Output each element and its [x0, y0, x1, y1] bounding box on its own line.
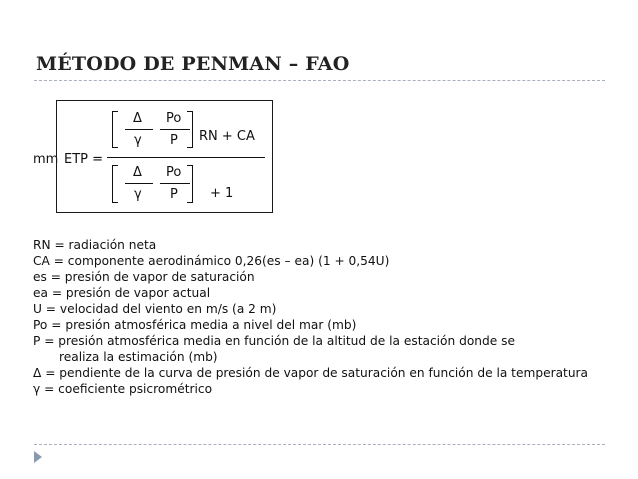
- definition-ea: ea = presión de vapor actual: [33, 286, 211, 300]
- numerator-delta: Δ: [133, 111, 142, 126]
- denominator-p: P: [170, 187, 178, 202]
- definition-p: P = presión atmosférica media en función de la altitud de la estación donde se: [33, 334, 515, 348]
- triangle-right-icon: [34, 451, 42, 463]
- denominator-right-bracket: [187, 165, 193, 203]
- denominator-po-p-bar: [160, 183, 190, 184]
- definition-po: Po = presión atmosférica media a nivel del mar (mb): [33, 318, 357, 332]
- definition-rn: RN = radiación neta: [33, 238, 157, 252]
- definitions-list: [33, 237, 588, 397]
- definition-ca: CA = componente aerodinámico 0,26(es – ea) (1 + 0,54U): [33, 254, 390, 268]
- numerator-left-bracket: [112, 111, 118, 148]
- denominator-gamma: γ: [134, 187, 142, 202]
- numerator-delta-gamma-bar: [125, 129, 153, 130]
- denominator-po: Po: [166, 165, 182, 180]
- numerator-rest: RN + CA: [199, 129, 255, 144]
- denominator-left-bracket: [112, 165, 118, 203]
- formula-unit: mm: [33, 152, 59, 167]
- definition-p-continued: realiza la estimación (mb): [59, 350, 218, 364]
- slide-title: MÉTODO DE PENMAN – FAO: [36, 53, 350, 75]
- definition-delta: Δ = pendiente de la curva de presión de vapor de saturación en función de la temperatura: [33, 366, 589, 380]
- numerator-po: Po: [166, 111, 182, 126]
- numerator-right-bracket: [187, 111, 193, 148]
- denominator-rest: + 1: [210, 186, 234, 201]
- main-fraction-bar: [107, 157, 265, 158]
- denominator-delta-gamma-bar: [125, 183, 153, 184]
- numerator-p: P: [170, 133, 178, 148]
- denominator-delta: Δ: [133, 165, 142, 180]
- definition-u: U = velocidad del viento en m/s (a 2 m): [33, 302, 277, 316]
- footer-divider: [34, 444, 605, 445]
- definition-es: es = presión de vapor de saturación: [33, 270, 255, 284]
- title-divider: [34, 80, 605, 81]
- definition-gamma: γ = coeficiente psicrométrico: [33, 382, 213, 396]
- formula-lhs: ETP =: [64, 152, 104, 167]
- numerator-po-p-bar: [160, 129, 190, 130]
- numerator-gamma: γ: [134, 133, 142, 148]
